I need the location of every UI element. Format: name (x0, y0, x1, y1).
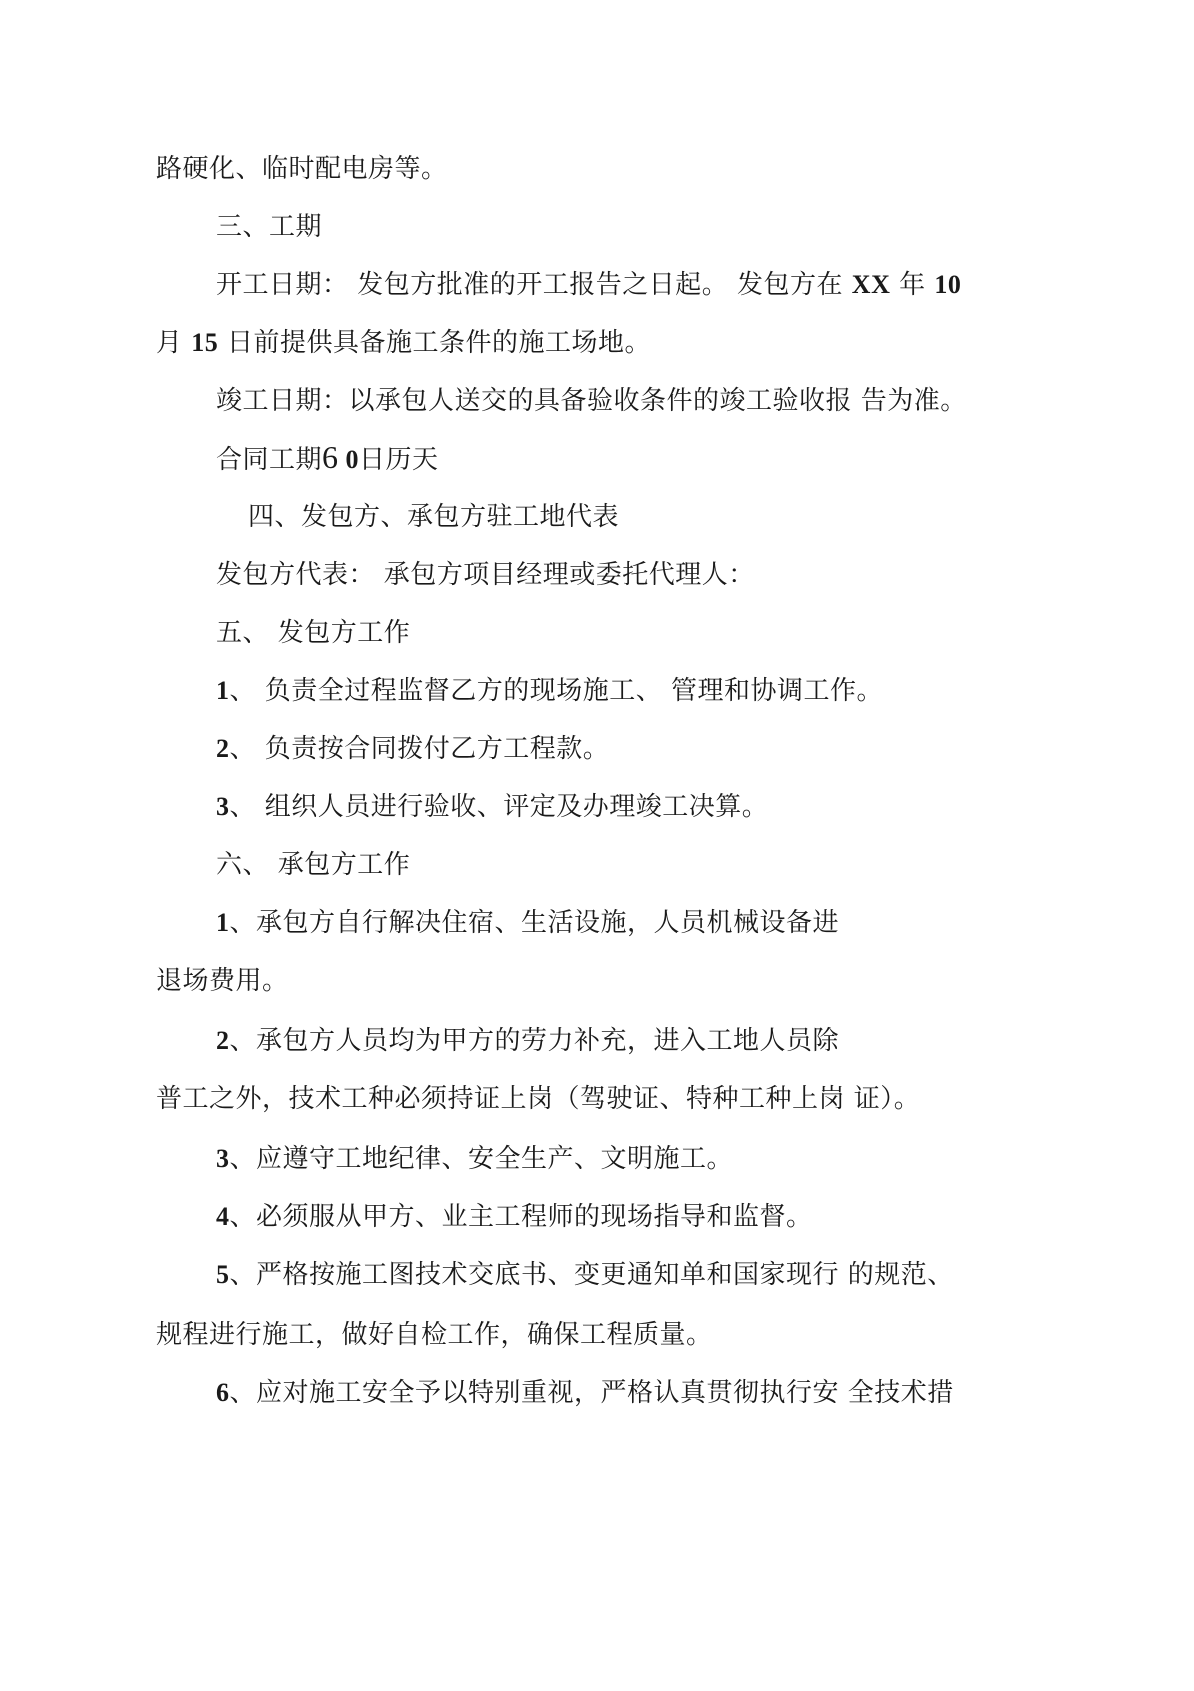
list-item: 6、应对施工安全予以特别重视，严格认真贯彻执行安 全技术措 (216, 1378, 954, 1408)
text-line: 发包方代表： 承包方项目经理或委托代理人： (216, 560, 755, 590)
list-item: 3、应遵守工地纪律、安全生产、文明施工。 (216, 1144, 734, 1174)
text-line: 开工日期： 发包方批准的开工报告之日起。 发包方在 XX 年 10 (216, 270, 962, 300)
text-line: 路硬化、临时配电房等。 (156, 154, 448, 184)
text-line: 退场费用。 (156, 966, 289, 996)
text-line: 规程进行施工，做好自检工作，确保工程质量。 (156, 1320, 713, 1350)
section-heading: 六、 承包方工作 (216, 850, 411, 880)
section-heading: 三、工期 (216, 212, 323, 242)
text-line: 竣工日期：以承包人送交的具备验收条件的竣工验收报 告为准。 (216, 386, 967, 416)
text-line: 月 15 日前提供具备施工条件的施工场地。 (156, 328, 652, 358)
text-line: 普工之外，技术工种必须持证上岗（驾驶证、特种工种上岗 证）。 (156, 1084, 921, 1114)
section-heading: 四、发包方、承包方驻工地代表 (248, 502, 620, 532)
list-item: 4、必须服从甲方、业主工程师的现场指导和监督。 (216, 1202, 813, 1232)
list-item: 5、严格按施工图技术交底书、变更通知单和国家现行 的规范、 (216, 1260, 954, 1290)
section-heading: 五、 发包方工作 (216, 618, 411, 648)
list-item: 1、 负责全过程监督乙方的现场施工、 管理和协调工作。 (216, 676, 884, 706)
text-line: 合同工期6 0日历天 (216, 439, 439, 475)
list-item: 1、承包方自行解决住宿、生活设施，人员机械设备进 (216, 908, 840, 938)
list-item: 2、承包方人员均为甲方的劳力补充，进入工地人员除 (216, 1026, 840, 1056)
list-item: 3、 组织人员进行验收、评定及办理竣工决算。 (216, 792, 769, 822)
list-item: 2、 负责按合同拨付乙方工程款。 (216, 734, 610, 764)
